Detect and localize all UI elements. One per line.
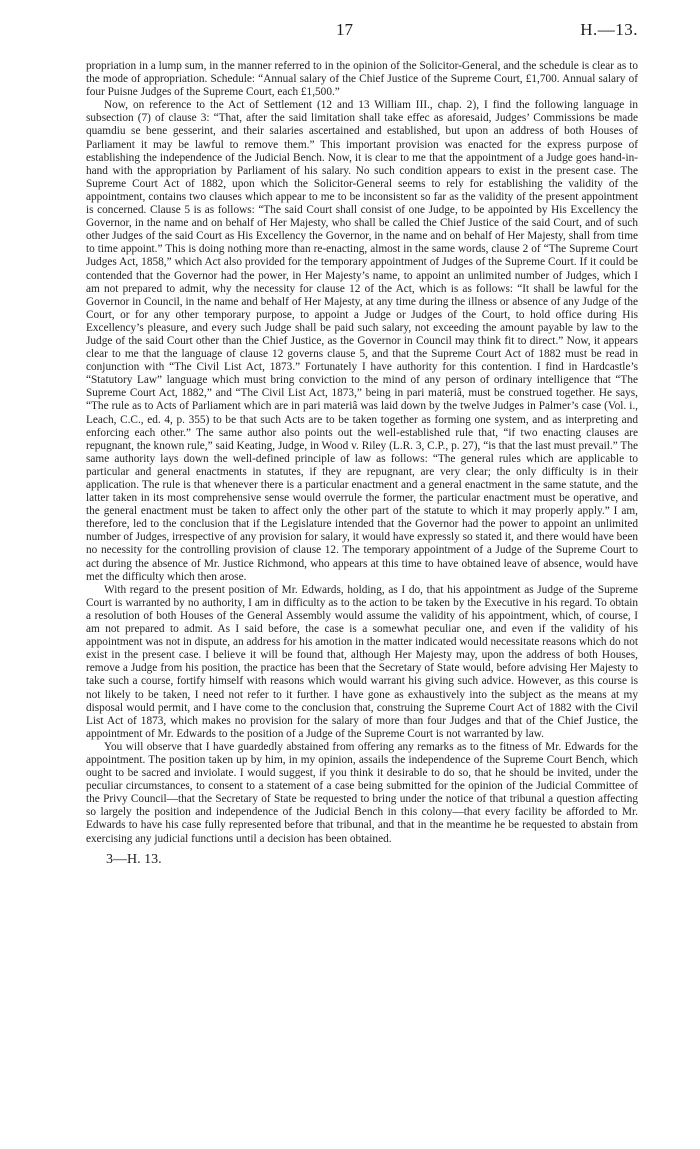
page-number: 17	[336, 20, 353, 39]
page-header	[86, 20, 638, 60]
signature-mark: 3—H. 13.	[106, 851, 162, 867]
document-body	[86, 60, 638, 846]
document-reference: H.—13.	[580, 20, 638, 39]
paragraph-2: Now, on reference to the Act of Settlement (12 and 13 William III., chap. 2), I find the following language in subsection (7) of clause 3: “That, after the said limitation shall take effec as aforesaid, Judges’ Commissions be made quamdiu se bene gesserint, and their salaries ascertained and established, but upon an address of both Houses of Parliament it may be lawful to remove them.” This important provision was enacted for the express purpose of establishing the independence of the Judicial Bench. Now, it is clear to me that the appointment of a Judge goes hand-in-hand with the appropriation by Parliament of his salary. No such condition appears to exist in the present case. The Supreme Court Act of 1882, upon which the Solicitor-General seems to rely for establishing the validity of the appointment, contains two clauses which appear to me to be inconsistent so far as the validity of the present appointment is concerned. Clause 5 is as follows: “The said Court shall consist of one Judge, to be appointed by His Excellency the Governor, in the name and on behalf of Her Majesty, who shall be called the Chief Justice of the said Court, and of such other Judges of the said Court as His Excellency the Governor, in the name and on behalf of Her Majesty, shall from time to time appoint.” This is doing nothing more than re-enacting, almost in the same words, clause 2 of “The Supreme Court Judges Act, 1858,” which Act also provided for the temporary appointment of Judges of the Supreme Court. If it could be contended that the Governor had the power, in Her Majesty’s name, to appoint an unlimited number of Judges, which I am not prepared to admit, why the necessity for clause 12 of the Act, which is as follows: “It shall be lawful for the Governor in Council, in the name and behalf of Her Majesty, at any time during the illness or absence of any Judge of the Court, or for any other temporary purpose, to appoint a Judge or Judges of the Court, to hold office during His Excellency’s pleasure, and every such Judge shall be paid such salary, not exceeding the amount payable by law to the Judge of the said Court other than the Chief Justice, as the Governor in Council may think fit to direct.” Now, it appears clear to me that the language of clause 12 governs clause 5, and that the Supreme Court Act of 1882 must be read in conjunction with “The Civil List Act, 1873.” Fortunately I have authority for this contention. I find in Hardcastle’s “Statutory Law” language which must bring conviction to the mind of any person of ordinary intelligence that “The Supreme Court Act, 1882,” and “The Civil List Act, 1873,” being in pari materiâ, must be construed together. He says, “The rule as to Acts of Parliament which are in pari materiâ was laid down by the twelve Judges in Palmer’s case (Vol. i., Leach, C.C., ed. 4, p. 355) to be that such Acts are to be taken together as forming one system, and as interpreting and enforcing each other.” The same author also points out the well-established rule that, “if two enacting clauses are repugnant, the known rule,” said Keating, Judge, in Wood v. Riley (L.R. 3, C.P., p. 27), “is that the last must prevail.” The same authority lays down the well-defined principle of law as follows: “The general rules which are applicable to particular and general enactments in statutes, if they are repugnant, are very clear; the only difficulty is in their application. The rule is that whenever there is a particular enactment and a general enactment in the same statute, and the latter taken in its most comprehensive sense would overrule the former, the particular enactment must be operative, and the general enactment must be taken to affect only the other part of the statute to which it may properly apply.” I am, therefore, led to the conclusion that if the Legislature intended that the Governor had the power to appoint an unlimited number of Judges, irrespective of any provision for salary, it would have expressly so stated it, and there would have been no necessity for the controlling provision of clause 12. The temporary appointment of a Judge of the Supreme Court to act during the absence of Mr. Justice Richmond, who appears at this time to have obtained leave of absence, would have met the difficulty which then arose.	[86, 99, 638, 583]
paragraph-1: propriation in a lump sum, in the manner referred to in the opinion of the Solicitor-General, and the schedule is clear as to the mode of appropriation. Schedule: “Annual salary of the Chief Justice of the Supreme Court, £1,700. Annual salary of four Puisne Judges of the Supreme Court, each £1,500.”	[86, 60, 638, 99]
paragraph-4: You will observe that I have guardedly abstained from offering any remarks as to the fitness of Mr. Edwards for the appointment. The position taken up by him, in my opinion, assails the independence of the Supreme Court Bench, which ought to be sacred and inviolate. I would suggest, if you think it desirable to do so, that he should be invited, under the peculiar circumstances, to consent to a statement of a case being submitted for the opinion of the Judicial Committee of the Privy Council—that the Secretary of State be requested to bring under the notice of that tribunal a question affecting so largely the position and independence of the Judicial Bench in this colony—that every facility be afforded to Mr. Edwards to have his case fully represented before that tribunal, and that in the meantime he be requested to abstain from exercising any judicial functions until a decision has been obtained.	[86, 740, 638, 845]
paragraph-3: With regard to the present position of Mr. Edwards, holding, as I do, that his appointment as Judge of the Supreme Court is warranted by no authority, I am in difficulty as to the action to be taken by the Executive in his regard. To obtain a resolution of both Houses of the General Assembly would assume the validity of his appointment, which, of course, I am not prepared to admit. As I said before, the case is a somewhat peculiar one, and even if the validity of his appointment was not in dispute, an address for his amotion in the matter indicated would necessitate reasons which do not exist in the present case. I believe it will be found that, although Her Majesty may, upon the address of both Houses, remove a Judge from his position, the practice has been that the Secretary of State would, before advising Her Majesty to take such a course, fortify himself with reasons which would warrant his giving such advice. However, as this course is not likely to be taken, I need not refer to it further. I have gone as exhaustively into the subject as the means at my disposal would permit, and I have come to the conclusion that, construing the Supreme Court Act of 1882 with the Civil List Act of 1873, which makes no provision for the salary of more than four Judges and that of the Chief Justice, the appointment of Mr. Edwards to the position of a Judge of the Supreme Court is not warranted by law.	[86, 583, 638, 740]
